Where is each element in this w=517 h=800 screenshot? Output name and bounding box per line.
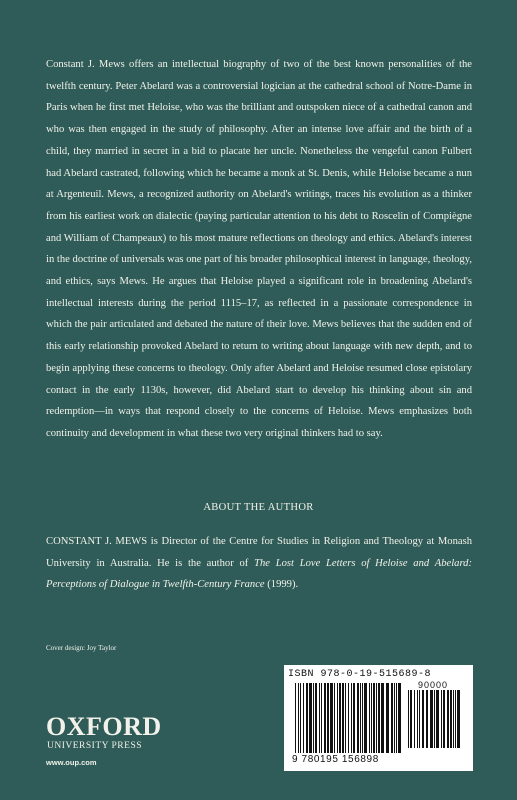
author-name: CONSTANT J. MEWS <box>46 536 148 547</box>
cover-credit: Cover design: Joy Taylor <box>46 644 117 652</box>
price-code: 90000 <box>418 680 449 690</box>
author-bio-text: is Director of the Centre for Studies in Religion and Theology at Monash University in Australia. He is the author of <box>46 536 473 569</box>
author-bio <box>46 531 472 596</box>
author-book-title: The Lost Love Letters of Heloise and Abelard: Perceptions of Dialogue in Twelfth-Century France <box>46 557 472 591</box>
author-bio-end: (1999). <box>264 579 299 591</box>
university-press-label: UNIVERSITY PRESS <box>47 741 143 751</box>
barcode-number: 9 780195 156898 <box>292 754 379 765</box>
book-description: Constant J. Mews offers an intellectual biography of two of the best known personalities of the twelfth century. Peter Abelard was a controversial logician at the cathedral school of Notre-Dame in Paris when he first met Heloise, who was the brilliant and outspoken niece of a cathedral canon and who was then engaged in the study of philosophy. After an intense love affair and the birth of a child, they married in secret in a bid to placate her uncle. Nonetheless the vengeful canon Fulbert had Abelard castrated, following which he became a monk at St. Denis, while Heloise became a nun at Argenteuil. Mews, a recognized authority on Abelard's writings, traces his evolution as a thinker from his earliest work on dialectic (paying particular attention to his debt to Roscelin of Compiègne and William of Champeaux) to his most mature reflections on theology and ethics. Abelard's interest in the doctrine of universals was one part of his broader philosophical interest in language, theology, and ethics, says Mews. He argues that Heloise played a significant role in broadening Abelard's intellectual interests during the period 1115–17, as reflected in a passionate correspondence in which the pair articulated and debated the nature of their love. Mews believes that the sudden end of this early relationship provoked Abelard to return to writing about language with new depth, and to begin applying these concerns to theology. Only after Abelard and Heloise resumed close epistolary contact in the early 1130s, however, did Abelard start to develop his thinking about sin and redemption—in ways that respond closely to the concerns of Heloise. Mews emphasizes both continuity and development in what these two very original thinkers had to say. <box>46 59 472 439</box>
oxford-logo: OXFORD <box>46 712 162 741</box>
publisher-url: www.oup.com <box>46 758 97 767</box>
price-barcode-icon <box>408 690 464 750</box>
about-author-heading: ABOUT THE AUTHOR <box>203 502 314 513</box>
isbn-label: ISBN 978-0-19-515689-8 <box>288 669 432 680</box>
barcode-icon <box>295 683 403 755</box>
